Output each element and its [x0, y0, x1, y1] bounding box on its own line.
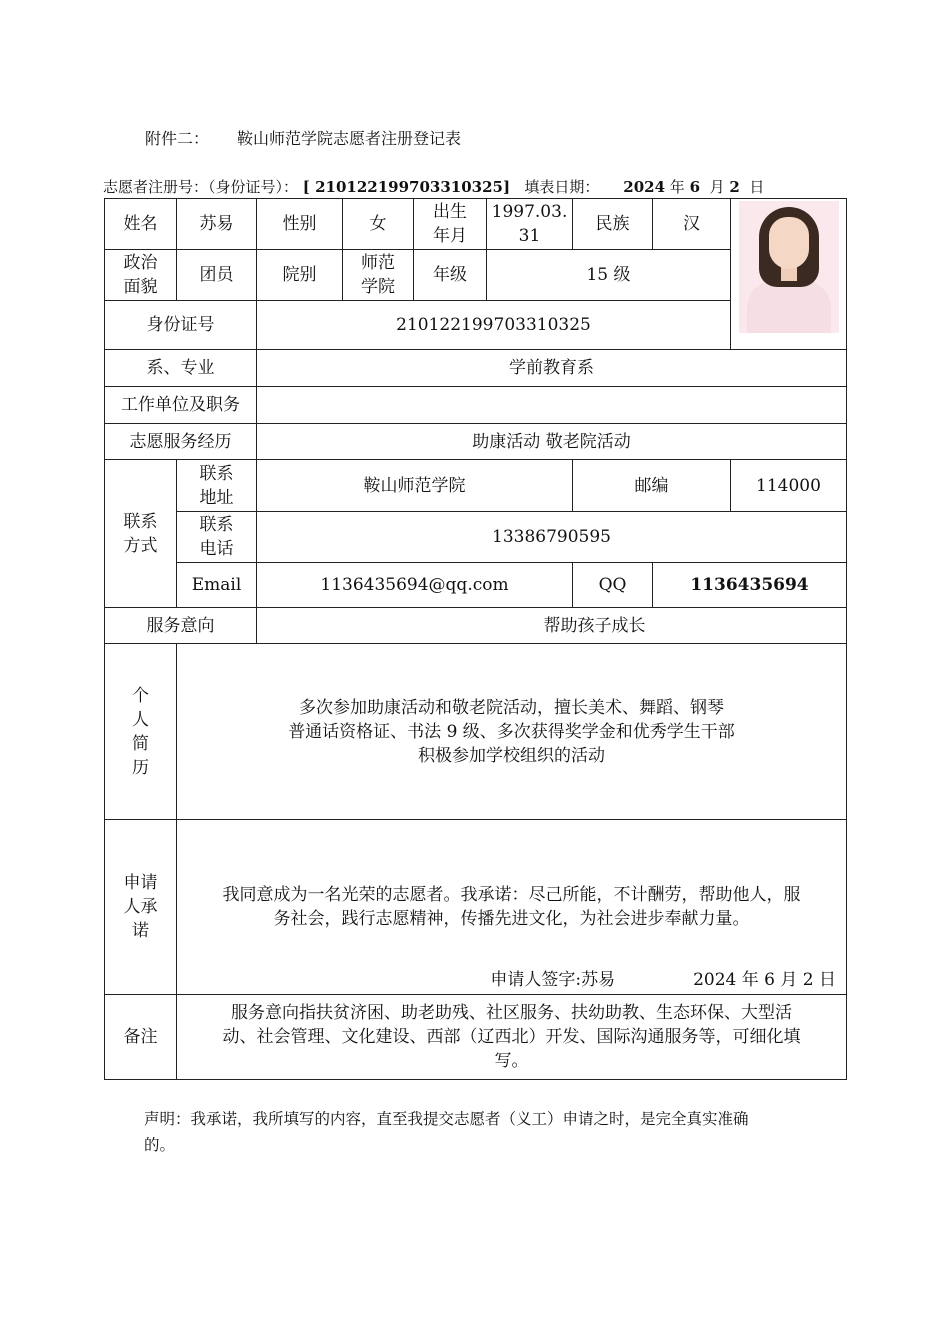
- college-value[interactable]: 师范 学院: [343, 250, 414, 301]
- zip-value[interactable]: 114000: [731, 460, 847, 512]
- form-row-pledge: [105, 820, 847, 995]
- ethnic-label: 民族: [573, 199, 653, 250]
- form-row-email: [105, 563, 847, 608]
- work-value[interactable]: [257, 387, 847, 424]
- id-label: 身份证号: [105, 301, 257, 350]
- signature-line: [490, 968, 838, 992]
- experience-label: 志愿服务经历: [105, 424, 257, 460]
- birth-value[interactable]: 1997.03. 31: [487, 199, 573, 250]
- grade-label: 年级: [414, 250, 487, 301]
- remark-value: 服务意向指扶贫济困、助老助残、社区服务、扶幼助教、生态环保、大型活 动、社会管理、文化建设、西部（辽西北）开发、国际沟通服务等，可细化填 写。: [177, 995, 847, 1080]
- form-row-resume: [105, 644, 847, 820]
- form-title: 鞍山师范学院志愿者注册登记表: [237, 129, 462, 148]
- address-label: 联系 地址: [177, 460, 257, 512]
- id-value[interactable]: 210122199703310325: [257, 301, 731, 350]
- form-row-work: [105, 387, 847, 424]
- month-char: 月: [709, 178, 725, 196]
- form-row-intent: [105, 608, 847, 644]
- fill-date-month: 6: [689, 178, 701, 196]
- applicant-signature[interactable]: 申请人签字:苏易: [490, 970, 616, 990]
- form-row-basic: [105, 199, 847, 250]
- pledge-label: 申请 人承 诺: [105, 820, 177, 995]
- fill-date-day: 2: [729, 178, 740, 196]
- resume-label: 个 人 简 历: [105, 644, 177, 820]
- work-label: 工作单位及职务: [105, 387, 257, 424]
- attachment-heading: [145, 126, 461, 149]
- gender-value[interactable]: 女: [343, 199, 414, 250]
- registration-form-table: [104, 198, 847, 1080]
- registration-number: [ 210122199703310325]: [302, 178, 511, 196]
- photo-cell: [731, 199, 847, 350]
- address-value[interactable]: 鞍山师范学院: [257, 460, 573, 512]
- zip-label: 邮编: [573, 460, 731, 512]
- department-value[interactable]: 学前教育系: [257, 350, 847, 387]
- experience-value[interactable]: 助康活动 敬老院活动: [257, 424, 847, 460]
- form-row-address: [105, 460, 847, 512]
- political-label: 政治 面貌: [105, 250, 177, 301]
- pledge-value: 我同意成为一名光荣的志愿者。我承诺：尽己所能，不计酬劳，帮助他人，服 务社会，践行志愿精神，传播先进文化，为社会进步奉献力量。 申请人签字:苏易 2024 年 6 月 2 日: [177, 820, 847, 995]
- department-label: 系、专业: [105, 350, 257, 387]
- name-value[interactable]: 苏易: [177, 199, 257, 250]
- phone-label: 联系 电话: [177, 512, 257, 563]
- form-row-experience: [105, 424, 847, 460]
- remark-label: 备注: [105, 995, 177, 1080]
- form-row-department: [105, 350, 847, 387]
- year-char: 年: [669, 178, 685, 196]
- email-value[interactable]: 1136435694@qq.com: [257, 563, 573, 608]
- political-value[interactable]: 团员: [177, 250, 257, 301]
- name-label: 姓名: [105, 199, 177, 250]
- registration-label: 志愿者注册号：（身份证号）：: [103, 178, 299, 196]
- resume-value[interactable]: 多次参加助康活动和敬老院活动，擅长美术、舞蹈、钢琴 普通话资格证、书法 9 级、多次获得奖学金和优秀学生干部 积极参加学校组织的活动: [177, 644, 847, 820]
- ethnic-value[interactable]: 汉: [653, 199, 731, 250]
- qq-label: QQ: [573, 563, 653, 608]
- registration-line: [103, 176, 764, 197]
- email-label: Email: [177, 563, 257, 608]
- contact-label: 联系 方式: [105, 460, 177, 608]
- phone-value[interactable]: 13386790595: [257, 512, 847, 563]
- fill-date-label: 填表日期：: [524, 178, 600, 196]
- attachment-label: 附件二：: [145, 129, 210, 148]
- intent-label: 服务意向: [105, 608, 257, 644]
- signature-date[interactable]: 2024 年 6 月 2 日: [693, 970, 836, 990]
- grade-value[interactable]: 15 级: [487, 250, 731, 301]
- college-label: 院别: [257, 250, 343, 301]
- birth-label: 出生 年月: [414, 199, 487, 250]
- form-row-phone: [105, 512, 847, 563]
- applicant-photo: [739, 201, 839, 333]
- qq-value[interactable]: 1136435694: [653, 563, 847, 608]
- day-char: 日: [749, 178, 765, 196]
- intent-value[interactable]: 帮助孩子成长: [257, 608, 847, 644]
- gender-label: 性别: [257, 199, 343, 250]
- fill-date-year: 2024: [623, 178, 666, 196]
- form-row-remark: [105, 995, 847, 1080]
- declaration-statement: 声明：我承诺，我所填写的内容，直至我提交志愿者（义工）申请之时，是完全真实准确 的。: [144, 1110, 749, 1154]
